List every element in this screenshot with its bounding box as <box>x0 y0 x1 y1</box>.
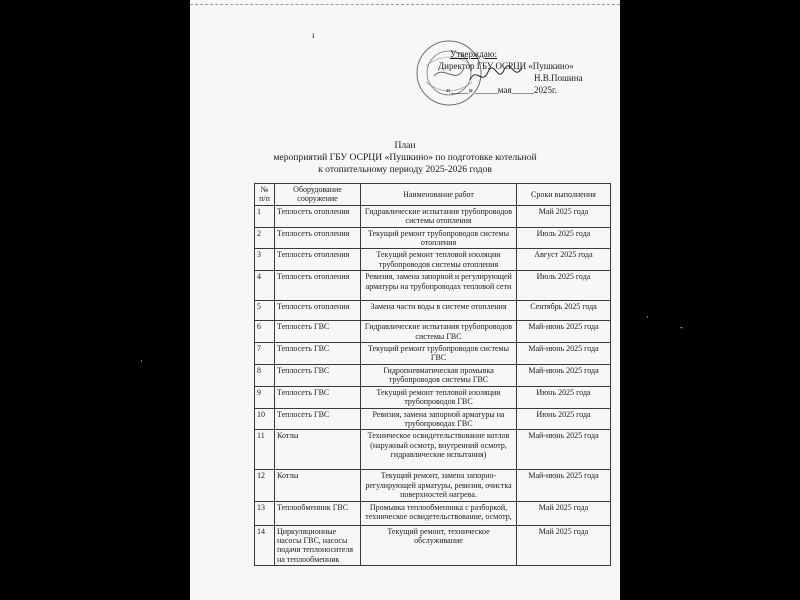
cell-work: Ревизия, замена запорной и регулирующей арматуры на трубопроводах тепловой сети <box>361 271 517 301</box>
cell-num: 8 <box>255 364 275 386</box>
cell-num: 12 <box>255 470 275 501</box>
cell-term: Май-июнь 2025 года <box>517 430 611 470</box>
table-row <box>255 430 611 470</box>
cell-work: Текущий ремонт, замена запорно-регулирующей арматуры, ревизия, очистка поверхностей нагрева. <box>361 470 517 501</box>
cell-work: Техническое освидетельствование котлов (наружный осмотр, внутренний осмотр, гидравлические испытания) <box>361 430 517 470</box>
cell-num: 14 <box>255 525 275 566</box>
cell-object: Циркуляционные насосы ГВС, насосы подачи теплоносителя на теплообменник <box>275 525 361 566</box>
cell-object: Теплосеть ГВС <box>275 321 361 343</box>
cell-term: Июль 2025 года <box>517 271 611 301</box>
cell-term: Июнь 2025 года <box>517 386 611 408</box>
cell-work: Замена части воды в системе отопления <box>361 301 517 321</box>
cell-work: Текущий ремонт трубопроводов системы отопления <box>361 227 517 249</box>
approval-block <box>438 48 618 96</box>
table-row <box>255 408 611 430</box>
cell-term: Май 2025 года <box>517 525 611 566</box>
cell-object: Теплосеть отопления <box>275 227 361 249</box>
table-header-row <box>255 184 611 206</box>
cell-num: 9 <box>255 386 275 408</box>
cell-work: Гидропневматическая промывка трубопроводов системы ГВС <box>361 364 517 386</box>
cell-num: 10 <box>255 408 275 430</box>
table-row <box>255 525 611 566</box>
cell-num: 1 <box>255 205 275 227</box>
cell-object: Котлы <box>275 430 361 470</box>
cell-num: 5 <box>255 301 275 321</box>
cell-work: Гидравлические испытания трубопроводов системы отопления <box>361 205 517 227</box>
approval-line-2: Директор ГБУ ОСРЦИ «Пушкино» <box>438 61 574 71</box>
table-body <box>255 205 611 565</box>
document-page <box>190 0 620 600</box>
cell-object: Теплосеть отопления <box>275 301 361 321</box>
cell-num: 4 <box>255 271 275 301</box>
cell-object: Теплообменник ГВС <box>275 501 361 525</box>
cell-object: Теплосеть ГВС <box>275 386 361 408</box>
cell-term: Сентябрь 2025 года <box>517 301 611 321</box>
scan-dot: · <box>140 356 143 366</box>
table-row <box>255 364 611 386</box>
approval-line-4: «____» _____мая_____2025г. <box>446 85 557 95</box>
cell-term: Май-июнь 2025 года <box>517 343 611 365</box>
cell-num: 7 <box>255 343 275 365</box>
header-work: Наименование работ <box>361 184 517 206</box>
cell-object: Теплосеть ГВС <box>275 343 361 365</box>
header-num: № п/п <box>255 184 275 206</box>
table-row <box>255 321 611 343</box>
cell-term: Август 2025 года <box>517 249 611 271</box>
table-row <box>255 271 611 301</box>
cell-work: Гидравлические испытания трубопроводов системы ГВС <box>361 321 517 343</box>
cell-object: Теплосеть отопления <box>275 271 361 301</box>
cell-num: 13 <box>255 501 275 525</box>
page-edge-line <box>190 4 620 5</box>
cell-term: Май-июнь 2025 года <box>517 321 611 343</box>
approval-line-1: Утверждаю: <box>450 49 498 59</box>
cell-term: Июль 2025 года <box>517 227 611 249</box>
table-row <box>255 343 611 365</box>
cell-num: 6 <box>255 321 275 343</box>
title-line-1: План <box>394 140 416 151</box>
cell-num: 11 <box>255 430 275 470</box>
table-row <box>255 386 611 408</box>
cell-work: Текущий ремонт трубопроводов системы ГВС <box>361 343 517 365</box>
scan-dot: · <box>646 312 649 322</box>
title-line-3: к отопительному периоду 2025-2026 годов <box>318 164 492 175</box>
scan-dash: - <box>680 322 683 332</box>
table-row <box>255 249 611 271</box>
cell-object: Котлы <box>275 470 361 501</box>
cell-term: Июнь 2025 года <box>517 408 611 430</box>
cell-work: Ревизия, замена запорной арматуры на трубопроводах ГВС <box>361 408 517 430</box>
cell-object: Теплосеть отопления <box>275 205 361 227</box>
cell-object: Теплосеть отопления <box>275 249 361 271</box>
table-row <box>255 470 611 501</box>
cell-work: Промывка теплообменника с разборкой, техническое освидетельствование, осмотр, <box>361 501 517 525</box>
title-line-2: мероприятий ГБУ ОСРЦИ «Пушкино» по подготовке котельной <box>273 152 537 163</box>
header-object: Оборудование сооружение <box>275 184 361 206</box>
cell-term: Май 2025 года <box>517 501 611 525</box>
header-term: Сроки выполнения <box>517 184 611 206</box>
approval-line-3: Н.В.Пошина <box>534 73 583 83</box>
cell-term: Май-июнь 2025 года <box>517 364 611 386</box>
table-row <box>255 227 611 249</box>
cell-work: Текущий ремонт тепловой изоляции трубопроводов системы отопления <box>361 249 517 271</box>
document-title <box>190 140 620 176</box>
cell-work: Текущий ремонт, техническое обслуживание <box>361 525 517 566</box>
table-row <box>255 205 611 227</box>
cell-work: Текущий ремонт тепловой изоляции трубопроводов ГВС <box>361 386 517 408</box>
plan-table <box>254 183 611 566</box>
cell-object: Теплосеть ГВС <box>275 408 361 430</box>
cell-term: Май-июнь 2025 года <box>517 470 611 501</box>
cell-num: 3 <box>255 249 275 271</box>
table-row <box>255 301 611 321</box>
scan-mark: ı <box>312 30 315 40</box>
cell-object: Теплосеть ГВС <box>275 364 361 386</box>
table-row <box>255 501 611 525</box>
cell-term: Май 2025 года <box>517 205 611 227</box>
cell-num: 2 <box>255 227 275 249</box>
